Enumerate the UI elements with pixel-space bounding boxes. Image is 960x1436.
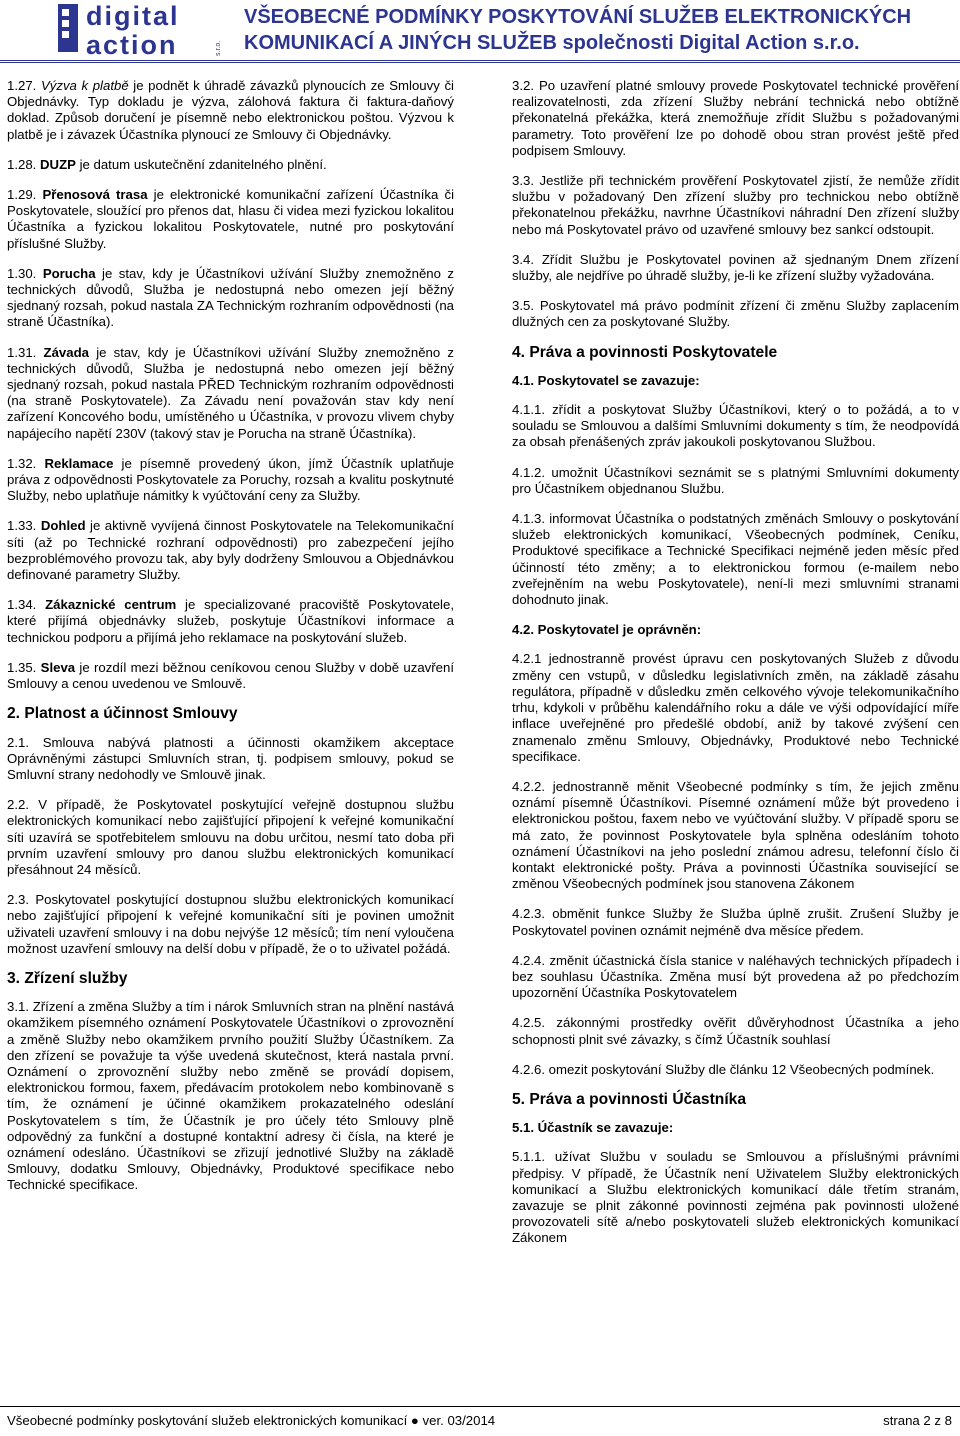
clause-3-5: 3.5. Poskytovatel má právo podmínit zřízení či změnu Služby zaplacením dlužných cen za poskytované Služby. — [512, 298, 959, 330]
clause-number: 1.28. — [7, 156, 37, 172]
definition-text: je podnět k úhradě závazků plynoucích ze Smlouvy či Objednávky. Typ dokladu je výzva, zálohová faktura či faktura-daňový doklad. Způsob doručení je písemně nebo elektronickou poštou. Výzvou k platbě je i závazek Účastníka plynoucí ze Smlouvy či Objednávky. — [7, 78, 454, 142]
defined-term: Sleva — [40, 659, 76, 675]
definition-1-27 — [7, 78, 454, 143]
definition-1-33 — [7, 518, 454, 583]
clause-number: 1.27. — [7, 78, 37, 93]
clause-number: 1.34. — [7, 597, 37, 613]
definition-text: je specializované pracoviště Poskytovatele, které přijímá objednávky služeb, poskytuje Účastníkovi informace a technickou podporu a přijímá jeho reklamace na poskytování služeb. — [7, 597, 454, 645]
clause-number: 1.31. — [7, 344, 37, 360]
clause-3-4: 3.4. Zřídit Službu je Poskytovatel povinen až sjednaným Dnem zřízení služby, ale nejdříve po úhradě služby, je-li ke zřízení služby vyžadována. — [512, 251, 959, 284]
clause-number: 1.35. — [7, 659, 37, 675]
definition-1-29 — [7, 187, 454, 252]
section-heading-3: 3. Zřízení služby — [7, 969, 128, 987]
logo-graphic — [58, 0, 228, 60]
clause-2-1: 2.1. Smlouva nabývá platnosti a účinnosti okamžikem akceptace Oprávněnými zástupci Smluvních stran, tj. podpisem smlouvy, pokud se Smluvní strany nedohodly ve Smlouvě jinak. — [7, 734, 454, 782]
definition-text: je datum uskutečnění zdanitelného plnění. — [75, 156, 327, 172]
clause-number: 1.29. — [7, 187, 37, 203]
left-column — [7, 78, 454, 1208]
subsection-heading-5-1: 5.1. Účastník se zavazuje: — [512, 1120, 674, 1136]
logo-line1: digital — [86, 1, 180, 31]
defined-term: DUZP — [40, 156, 76, 172]
definition-text: je rozdíl mezi běžnou ceníkovou cenou Služby v době uzavření Smlouvy a cenou uvedenou ve Smlouvě. — [7, 659, 454, 692]
defined-term: Výzva k platbě — [40, 78, 129, 93]
section-heading-2: 2. Platnost a účinnost Smlouvy — [7, 705, 238, 723]
definition-1-30 — [7, 266, 454, 331]
document-title — [244, 4, 956, 56]
clause-2-3: 2.3. Poskytovatel poskytující dostupnou službu elektronických komunikací nebo zajišťující připojení k veřejné komunikační síti je povinen umožnit uživateli uzavření smlouvy i na dobu nejvýše 12 měsíců; tím není vyloučena možnost uzavření smlouvy na delší dobu v případě, že o to uživatel požádá. — [7, 892, 454, 956]
defined-term: Reklamace — [44, 455, 114, 471]
section-heading-4: 4. Práva a povinnosti Poskytovatele — [512, 343, 778, 361]
defined-term: Porucha — [42, 265, 96, 281]
digital-action-logo — [58, 0, 228, 60]
clause-3-3: 3.3. Jestliže při technickém prověření Poskytovatel zjistí, že nemůže zřídit službu v požadovaný Den zřízení služby pro technickou nebo obtížně překonatelnou překážku, navrhne Účastníkovi náhradní Den zřízení služby nebo má Poskytovatel právo od uzavřené smlouvy bez sankcí odstoupit. — [512, 173, 959, 237]
clause-4-1-3: 4.1.3. informovat Účastníka o podstatných změnách Smlouvy o poskytování služeb elektronických komunikací, Všeobecných podmínek, Ceníku, Produktové specifikace a Technické Specifikaci nejméně jeden měsíc před účinností této změny; a to elektronickou formou (e-mailem nebo zveřejněním na webu Poskytovatele), není-li mezi smluvními stranami dohodnuto jinak. — [512, 511, 959, 608]
clause-4-2-5: 4.2.5. zákonnými prostředky ověřit důvěryhodnost Účastníka a jeho schopnosti plnit své závazky, s čímž Účastník souhlasí — [512, 1015, 959, 1047]
section-heading-5: 5. Práva a povinnosti Účastníka — [512, 1090, 746, 1108]
logo-suffix: s.r.o. — [215, 40, 222, 56]
clause-4-2-4: 4.2.4. změnit účastnická čísla stanice v naléhavých technických případech i bez souhlasu Účastníka. Změna musí být provedena až po předchozím upozornění Účastníka Poskytovatelem — [512, 952, 959, 1001]
page-footer — [0, 1406, 960, 1436]
definition-text: je stav, kdy je Účastníkovi užívání Služby znemožněno z technických důvodů, Služba je nedostupná nebo omezen její běžný sjednaný rozsah, pokud nastala ZA Technickým rozhraním odpovědnosti (na straně Účastníka). — [7, 265, 454, 330]
clause-2-2: 2.2. V případě, že Poskytovatel poskytující veřejně dostupnou službu elektronických komunikací nebo zajišťující připojení k veřejné komunikační síti uzavírá se spotřebitelem smlouvu na dobu určitou, nesmí tato doba při prvním uzavření smlouvy pro danou službu elektronických komunikací přesáhnout 24 měsíců. — [7, 797, 454, 877]
definition-text: je elektronické komunikační zařízení Účastníka či Poskytovatele, sloužící pro přenos dat, hlasu či videa mezi fyzickou lokalitou Účastníka a fyzickou lokalitou Poskytovatele, nutné pro poskytování příslušné Služby. — [7, 187, 454, 251]
clause-4-2-2: 4.2.2. jednostranně měnit Všeobecné podmínky s tím, že jejich změnu oznámí písemně Účastníkovi. Písemné oznámení může být provedeno i elektronickou poštou, faxem nebo ve vyúčtování služby. V případě sporu se má zato, že povinnost Poskytovatele byla splněna odesláním tohoto oznámení Účastníkovi na jeho poslední známou adresu, telefonní číslo či kontakt elektronické pošty. Práva a povinnosti Účastníka související se změnou Všeobecných podmínek jsou stanovena Zákonem — [512, 778, 959, 892]
footer-document-info: Všeobecné podmínky poskytování služeb elektronických komunikací ● ver. 03/2014 — [7, 1413, 496, 1428]
clause-4-1-2: 4.1.2. umožnit Účastníkovi seznámit se s platnými Smluvními dokumenty pro Účastníkem objednanou Službu. — [512, 464, 959, 496]
clause-4-2-3: 4.2.3. obměnit funkce Služby že Služba úplně zrušit. Zrušení Služby je Poskytovatel povinen oznámit nejméně dva měsíce předem. — [512, 906, 959, 938]
clause-4-2-1: 4.2.1 jednostranně provést úpravu cen poskytovaných Služeb z důvodu změny cen vstupů, v důsledku legislativních změn, na základě zásahu regulátora, případně v důsledku změn celkového vývoje telekomunikačního trhu, kdykoli v průběhu kalendářního roku a dále ve výši odpovídající míře inflace uveřejněné pro předešlé období, aniž by takové zvýšení cen znamenalo změnu Smlouvy, Objednávky, Produktové nebo Technické specifikace. — [512, 651, 959, 764]
title-line-1: VŠEOBECNÉ PODMÍNKY POSKYTOVÁNÍ SLUŽEB ELEKTRONICKÝCH — [244, 6, 912, 28]
definition-1-32 — [7, 456, 454, 505]
page-header — [0, 0, 960, 62]
right-column — [512, 78, 959, 1261]
clause-number: 1.30. — [7, 265, 37, 281]
definition-text: je písemně provedený úkon, jímž Účastník uplatňuje práva z odpovědnosti Poskytovatele za Poruchy, rozsah a kvalitu poskytnuté Služby, nebo uplatňuje námitky k vyúčtování ceny za Služby. — [7, 455, 454, 504]
header-rule — [0, 60, 960, 63]
definition-1-34 — [7, 597, 454, 646]
clause-3-2: 3.2. Po uzavření platné smlouvy provede Poskytovatel technické prověření realizovatelnosti, zda zřízení Služby nebrání technická nebo obtížně překonatelná překážka, která znemožňuje zřídit Službu s požadovanými parametry. Toto prověření lze po dohodě obou stran provést ještě před podpisem Smlouvy. — [512, 78, 959, 158]
clause-5-1-1: 5.1.1. užívat Službu v souladu se Smlouvou a příslušnými právními předpisy. V případě, že Účastník není Uživatelem Služby elektronických komunikací a Službu elektronických komunikací dále třetím stranám, zavazuje se plnit zákonné povinnosti zejména pak povinnosti uložené provozovateli sítě a/nebo poskytovateli služeb elektronických komunikací Zákonem — [512, 1149, 959, 1246]
clause-number: 1.32. — [7, 455, 37, 471]
definition-1-35 — [7, 660, 454, 692]
subsection-heading-4-2: 4.2. Poskytovatel je oprávněn: — [512, 622, 702, 638]
defined-term: Závada — [43, 344, 89, 360]
definition-1-31 — [7, 345, 454, 442]
defined-term: Zákaznické centrum — [45, 597, 177, 613]
defined-term: Dohled — [40, 518, 86, 534]
definition-text: je aktivně vyvíjená činnost Poskytovatele na Telekomunikační síti (až po Technické rozhraní odpovědnosti) pro zabezpečení jejího bezproblémového provozu tak, aby byly dodrženy Smlouvou a Objednávkou definované parametry Služby. — [7, 518, 454, 583]
definition-text: je stav, kdy je Účastníkovi užívání Služby znemožněno z technických důvodů, Služba je nedostupná nebo omezen její běžný sjednaný rozsah, pokud nastala PŘED Technickým rozhraním odpovědnosti (na straně Poskytovatele). Za Závadu není považován stav kdy není zařízení Koncového bodu, umístěného u Účastníka, v provozu vlivem chyby napájecího napětí 230V (takový stav je Porucha na straně Účastníka). — [7, 344, 454, 441]
clause-4-1-1: 4.1.1. zřídit a poskytovat Služby Účastníkovi, který o to požádá, a to v souladu se Smlouvou a dalšími Smluvními dokumenty s tím, že neodpovídá za obsah přenášených zpráv jakoukoli poskytovanou Službou. — [512, 402, 959, 450]
clause-3-1: 3.1. Zřízení a změna Služby a tím i nárok Smluvních stran na plnění nastává okamžikem písemného oznámení Poskytovatele Účastníkovi o zprovoznění a změně Služby nebo okamžikem prvního použití Služby Účastníkem. Za den zřízení se považuje ta výše uvedená skutečnost, která nastala první. Oznámení o zprovoznění služby nebo změně se provádí dopisem, elektronickou formou, faxem, předávacím protokolem nebo kombinovaně s tím, že oznámení je účinné okamžikem prokazatelného odeslání Poskytovatelem s tím, že Účastník je pro účely této Smlouvy plně odpovědný za funkční a dostupné kontaktní adresy či čísla, na které je oznámení odesláno. Účastníkovi se zřizují jednotlivé Služby na základě Smlouvy, dodatku Smlouvy, Objednávky, Produktové specifikace nebo Technické specifikace. — [7, 999, 454, 1193]
clause-4-2-6: 4.2.6. omezit poskytování Služby dle článku 12 Všeobecných podmínek. — [512, 1061, 935, 1077]
defined-term: Přenosová trasa — [42, 187, 148, 203]
logo-line2: action — [86, 30, 178, 60]
definition-1-28 — [7, 157, 454, 173]
clause-number: 1.33. — [7, 518, 37, 534]
subsection-heading-4-1: 4.1. Poskytovatel se zavazuje: — [512, 372, 700, 388]
page-number: strana 2 z 8 — [883, 1413, 952, 1428]
title-line-2: KOMUNIKACÍ A JINÝCH SLUŽEB společnosti Digital Action s.r.o. — [244, 32, 860, 54]
